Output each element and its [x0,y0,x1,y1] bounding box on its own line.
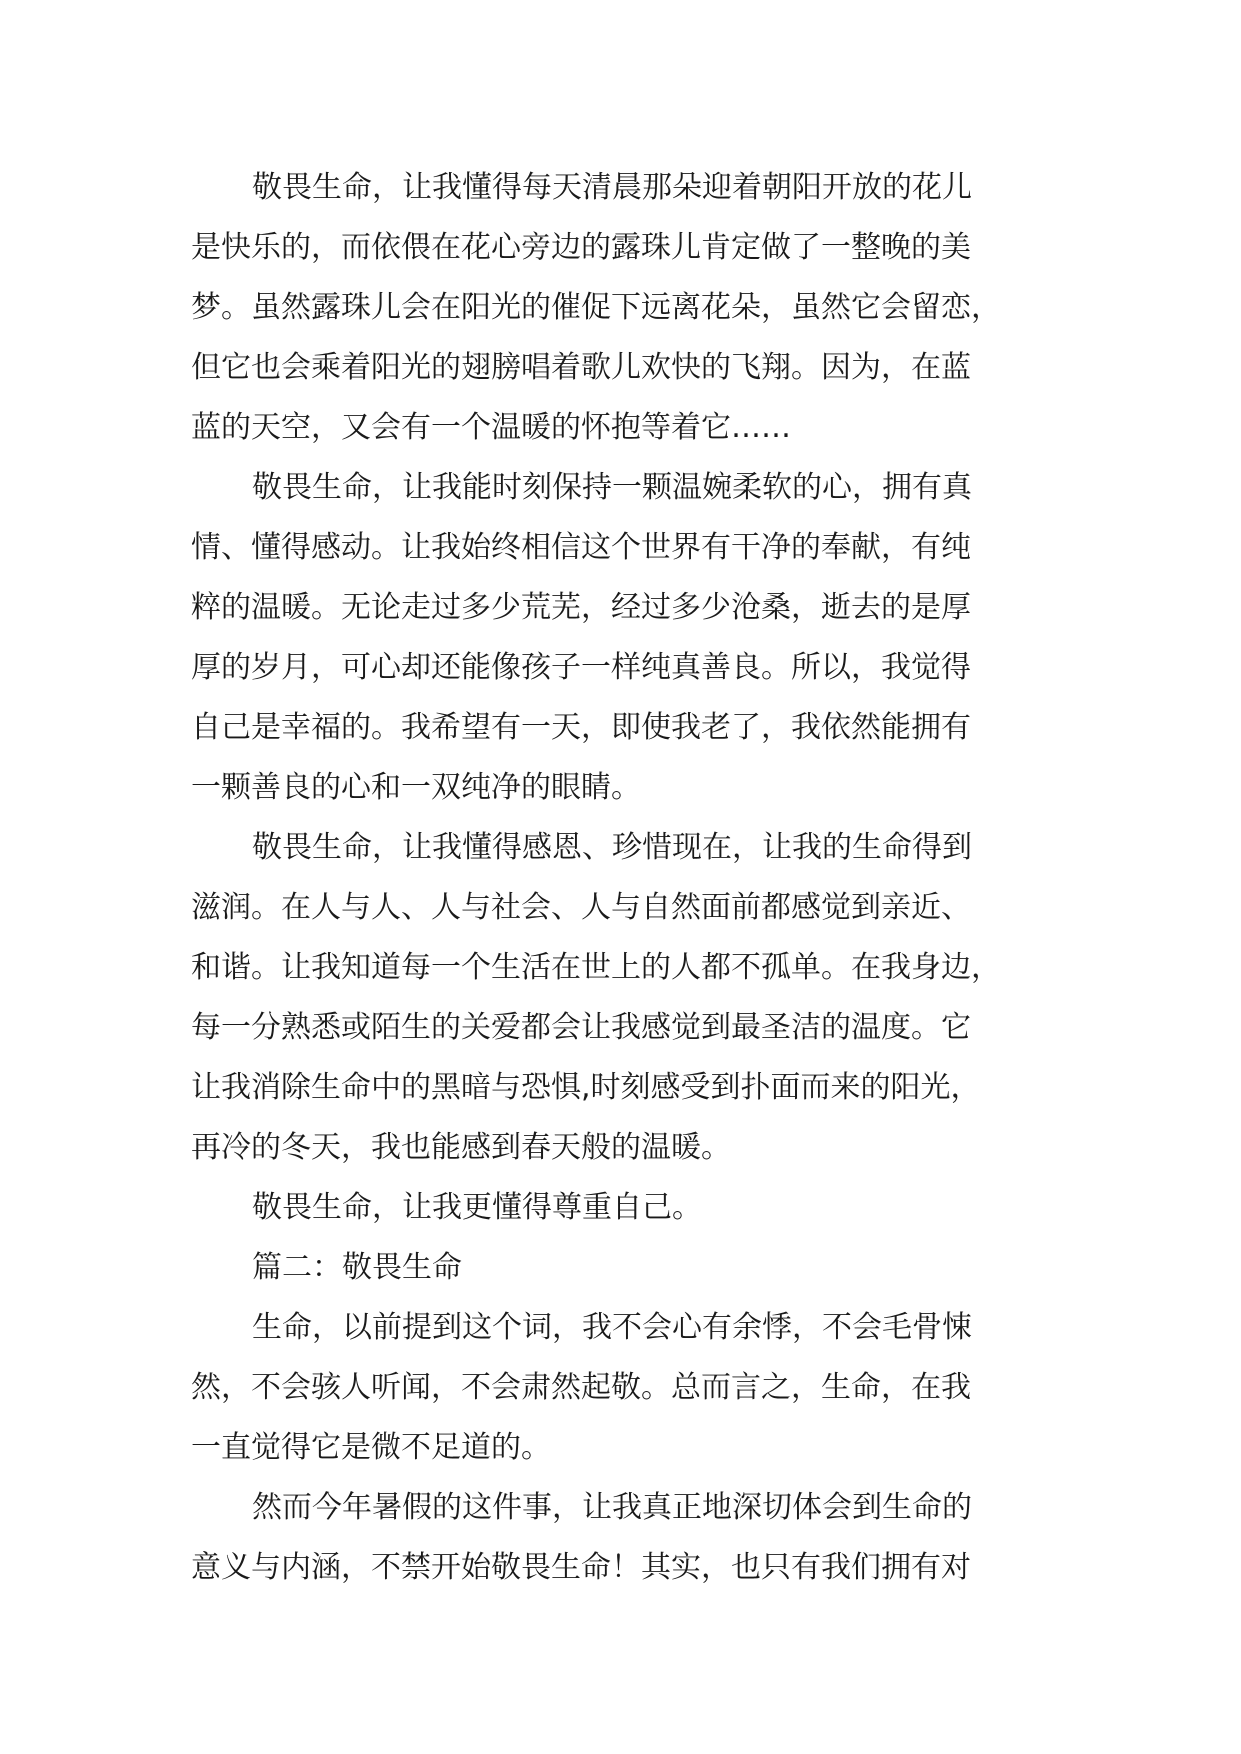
paragraph-line: 让我消除生命中的黑暗与恐惧,时刻感受到扑面而来的阳光， [191,1070,981,1105]
document-body [191,158,1053,1598]
paragraph-first-line: 敬畏生命，让我能时刻保持一颗温婉柔软的心，拥有真 [252,470,972,505]
paragraph-line: 和谐。让我知道每一个生活在世上的人都不孤单。在我身边， [191,950,1001,985]
paragraph-first-line: 然而今年暑假的这件事，让我真正地深切体会到生命的 [252,1490,972,1525]
paragraph-line: 自己是幸福的。我希望有一天，即使我老了，我依然能拥有 [191,710,971,745]
paragraph-line: 但它也会乘着阳光的翅膀唱着歌儿欢快的飞翔。因为，在蓝 [191,350,971,385]
paragraph-line: 一直觉得它是微不足道的。 [191,1430,551,1465]
paragraph-line: 然，不会骇人听闻，不会肃然起敬。总而言之，生命，在我 [191,1370,971,1405]
paragraph-line: 情、懂得感动。让我始终相信这个世界有干净的奉献，有纯 [191,530,971,565]
paragraph-first-line: 生命，以前提到这个词，我不会心有余悸，不会毛骨悚 [252,1310,972,1345]
paragraph-line: 粹的温暖。无论走过多少荒芜，经过多少沧桑，逝去的是厚 [191,590,971,625]
paragraph-line: 蓝的天空，又会有一个温暖的怀抱等着它…… [191,410,791,445]
paragraph-line: 厚的岁月，可心却还能像孩子一样纯真善良。所以，我觉得 [191,650,971,685]
paragraph-line: 每一分熟悉或陌生的关爱都会让我感觉到最圣洁的温度。它 [191,1010,971,1045]
paragraph-line: 梦。虽然露珠儿会在阳光的催促下远离花朵，虽然它会留恋， [191,290,1001,325]
paragraph-line: 再冷的冬天，我也能感到春天般的温暖。 [191,1130,731,1165]
paragraph-first-line: 篇二：敬畏生命 [252,1250,462,1285]
paragraph-line: 一颗善良的心和一双纯净的眼睛。 [191,770,641,805]
paragraph-first-line: 敬畏生命，让我懂得感恩、珍惜现在，让我的生命得到 [252,830,972,865]
paragraph-first-line: 敬畏生命，让我懂得每天清晨那朵迎着朝阳开放的花儿 [252,170,972,205]
paragraph-line: 意义与内涵，不禁开始敬畏生命！其实，也只有我们拥有对 [191,1550,971,1585]
paragraph-line: 滋润。在人与人、人与社会、人与自然面前都感觉到亲近、 [191,890,971,925]
paragraph-first-line: 敬畏生命，让我更懂得尊重自己。 [252,1190,702,1225]
paragraph-line: 是快乐的，而依偎在花心旁边的露珠儿肯定做了一整晚的美 [191,230,971,265]
